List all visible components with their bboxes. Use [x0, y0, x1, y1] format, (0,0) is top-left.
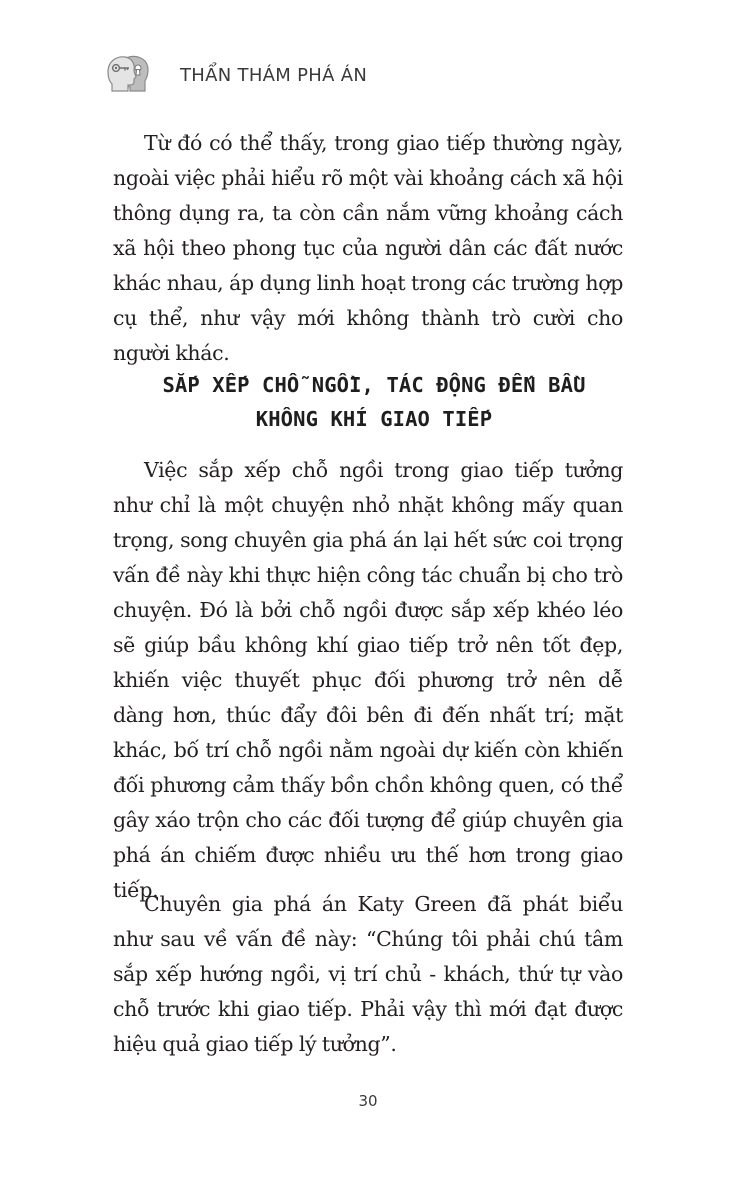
section-heading-line-2: KHÔNG KHÍ GIAO TIẾP	[255, 407, 493, 431]
paragraph: Từ đó có thể thấy, trong giao tiếp thường ngày, ngoài việc phải hiểu rõ một vài khoảng cách xã hội thông dụng ra, ta còn cần nắm vững khoảng cách xã hội theo phong tục của người dân các đất nước khác nhau, áp dụng linh hoạt trong các trường hợp cụ thể, như vậy mới không thành trò cười cho người khác.	[113, 131, 623, 365]
section-paragraph-block-2	[113, 887, 623, 1062]
section-paragraph-block-1	[113, 453, 623, 908]
running-header	[104, 52, 367, 96]
section-heading-line-1: SẮP XẾP CHỖ NGỒI, TÁC ĐỘNG ĐẾN BẦU	[162, 373, 586, 397]
page-number: 30	[358, 1092, 378, 1110]
two-heads-key-lock-icon	[104, 54, 152, 94]
book-title: THẨN THÁM PHÁ ÁN	[180, 64, 368, 86]
section-heading	[100, 368, 648, 436]
paragraph: Việc sắp xếp chỗ ngồi trong giao tiếp tưởng như chỉ là một chuyện nhỏ nhặt không mấy quan trọng, song chuyên gia phá án lại hết sức coi trọng vấn đề này khi thực hiện công tác chuẩn bị cho trò chuyện. Đó là bởi chỗ ngồi được sắp xếp khéo léo sẽ giúp bầu không khí giao tiếp trở nên tốt đẹp, khiến việc thuyết phục đối phương trở nên dễ dàng hơn, thúc đẩy đôi bên đi đến nhất trí; mặt khác, bố trí chỗ ngồi nằm ngoài dự kiến còn khiến đối phương cảm thấy bồn chồn không quen, có thể gây xáo trộn cho các đối tượng để giúp chuyên gia phá án chiếm được nhiều ưu thế hơn trong giao tiếp.	[113, 458, 623, 902]
intro-paragraph-block	[113, 126, 623, 371]
paragraph: Chuyên gia phá án Katy Green đã phát biểu như sau về vấn đề này: “Chúng tôi phải chú tâm sắp xếp hướng ngồi, vị trí chủ - khách, thứ tự vào chỗ trước khi giao tiếp. Phải vậy thì mới đạt được hiệu quả giao tiếp lý tưởng”.	[113, 892, 623, 1056]
